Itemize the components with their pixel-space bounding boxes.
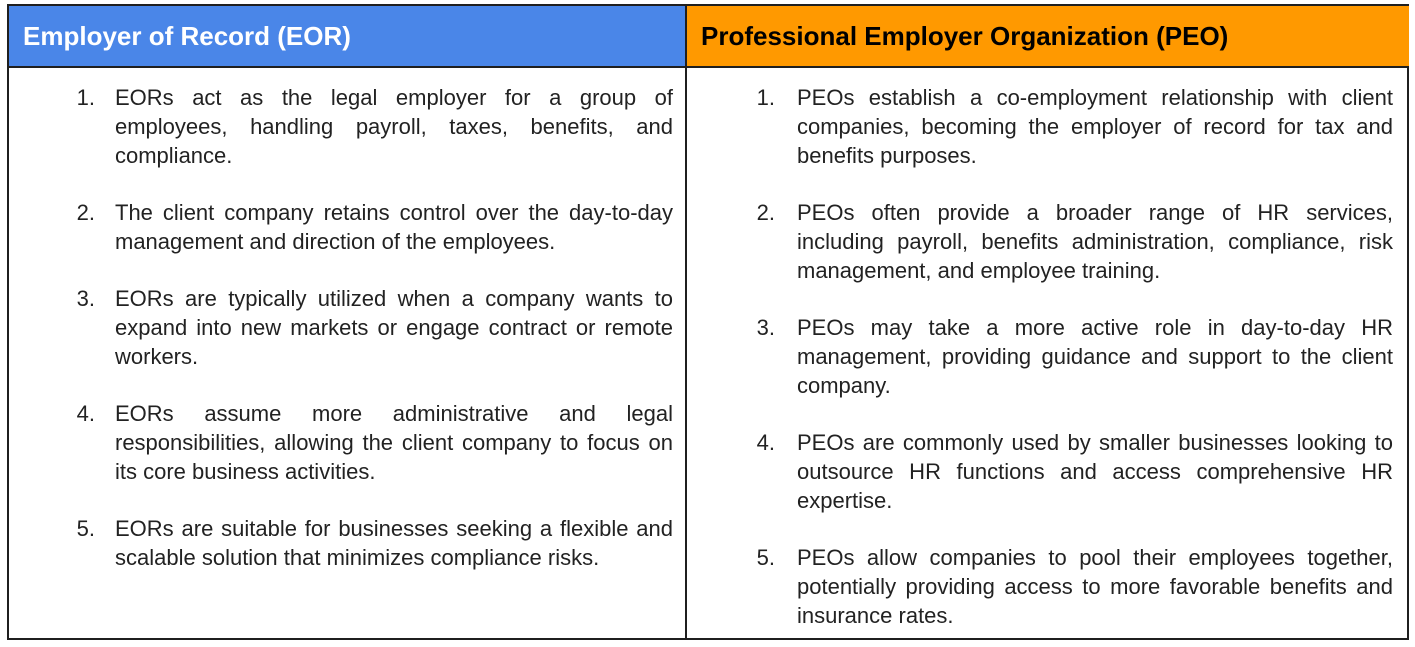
list-item-number: 5.	[756, 545, 775, 570]
list-item-number: 2.	[76, 200, 95, 225]
list-item	[739, 543, 1393, 630]
list-item	[59, 399, 673, 486]
list-item-text: PEOs establish a co-employment relationship with client companies, becoming the employer of record for tax and benefits purposes.	[797, 85, 1393, 168]
list-item-text: PEOs are commonly used by smaller businesses looking to outsource HR functions and access comprehensive HR expertise.	[797, 430, 1393, 513]
peo-list	[687, 68, 1409, 630]
list-item-text: The client company retains control over the day-to-day management and direction of the employees.	[115, 200, 673, 254]
peo-header-title: Professional Employer Organization (PEO)	[701, 20, 1229, 51]
list-item-text: EORs act as the legal employer for a group of employees, handling payroll, taxes, benefits, and compliance.	[115, 85, 673, 168]
list-item	[739, 198, 1393, 285]
list-item-number: 1.	[76, 85, 95, 110]
list-item-text: EORs assume more administrative and legal responsibilities, allowing the client company to focus on its core business activities.	[115, 401, 673, 484]
list-item	[59, 83, 673, 170]
list-item	[59, 198, 673, 256]
list-item-number: 1.	[756, 85, 775, 110]
list-item-text: PEOs often provide a broader range of HR services, including payroll, benefits administration, compliance, risk management, and employee training.	[797, 200, 1393, 283]
eor-header	[9, 6, 687, 68]
list-item-text: PEOs may take a more active role in day-to-day HR management, providing guidance and support to the client company.	[797, 315, 1393, 398]
list-item	[739, 428, 1393, 515]
list-item-number: 2.	[756, 200, 775, 225]
eor-list	[9, 68, 685, 572]
list-item	[59, 514, 673, 572]
list-item-number: 3.	[756, 315, 775, 340]
list-item-number: 5.	[76, 516, 95, 541]
list-item-number: 4.	[756, 430, 775, 455]
eor-header-title: Employer of Record (EOR)	[23, 20, 351, 51]
peo-header	[687, 6, 1409, 68]
list-item-number: 4.	[76, 401, 95, 426]
list-item-number: 3.	[76, 286, 95, 311]
comparison-table	[7, 4, 1409, 640]
list-item	[59, 284, 673, 371]
list-item	[739, 83, 1393, 170]
list-item-text: EORs are typically utilized when a company wants to expand into new markets or engage contract or remote workers.	[115, 286, 673, 369]
list-item-text: EORs are suitable for businesses seeking a flexible and scalable solution that minimizes compliance risks.	[115, 516, 673, 570]
list-item-text: PEOs allow companies to pool their employees together, potentially providing access to more favorable benefits and insurance rates.	[797, 545, 1393, 628]
eor-column	[9, 68, 687, 638]
peo-column	[687, 68, 1409, 638]
list-item	[739, 313, 1393, 400]
